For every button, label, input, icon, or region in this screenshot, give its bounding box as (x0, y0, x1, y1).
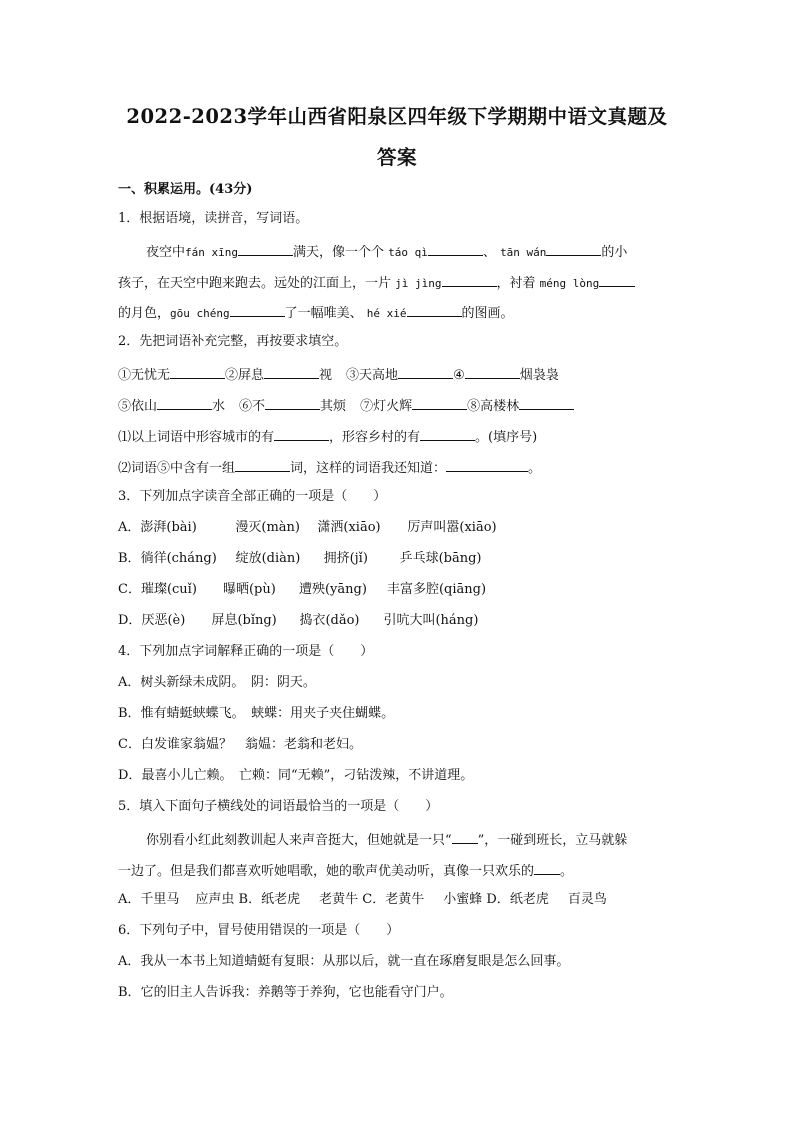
answer-blank[interactable] (446, 457, 528, 472)
q2-stem: 2．先把词语补充完整，再按要求填空。 (118, 334, 348, 349)
option-word: 老黄牛 (385, 892, 425, 907)
answer-blank[interactable] (412, 395, 467, 410)
option-item: 绽放(diàn) (235, 551, 301, 566)
answer-blank[interactable] (398, 364, 453, 379)
option-label: C． (118, 737, 141, 752)
option-label: A． (118, 892, 141, 907)
q6-stem: 6．下列句子中，冒号使用错误的一项是（ ） (118, 923, 400, 938)
answer-blank[interactable] (157, 395, 212, 410)
option-label: A． (118, 675, 141, 690)
text: ，形容乡村的有 (329, 430, 421, 445)
option-word: 纸老虎 (261, 892, 301, 907)
q5-option-c[interactable] (362, 892, 482, 907)
option-item: 捣衣(dǎo) (299, 613, 360, 628)
option-text: 最喜小儿亡赖。 亡赖：同“无赖”，刁钻泼辣，不讲道理。 (141, 768, 474, 783)
answer-blank[interactable] (238, 241, 293, 256)
option-item: 徜徉(cháng) (140, 551, 217, 566)
text: ⑧高楼林 (467, 399, 520, 414)
option-item: 璀璨(cuǐ) (140, 582, 197, 597)
q5-passage-line-2 (118, 860, 573, 881)
option-label: A． (118, 954, 141, 969)
answer-blank[interactable] (442, 272, 497, 287)
q3-option-b[interactable] (118, 550, 481, 568)
answer-blank[interactable] (264, 364, 319, 379)
text: 。(填序号) (475, 430, 538, 445)
q5-stem: 5．填入下面句子横线处的词语最恰当的一项是（ ） (118, 799, 439, 814)
text: 夜空中 (146, 245, 186, 260)
option-item: 拥挤(jǐ) (323, 551, 368, 566)
option-word: 百灵鸟 (567, 892, 607, 907)
q3-option-a[interactable] (118, 519, 497, 537)
option-label: B． (118, 706, 141, 721)
option-label: C． (362, 892, 386, 907)
q5-options (118, 891, 607, 909)
pinyin: tān wán (500, 246, 547, 259)
text: 的月色， (118, 306, 171, 321)
text: ⑴以上词语中形容城市的有 (118, 430, 275, 445)
text: 你别看小红此刻教训起人来声音挺大，但她就是一只“ (146, 833, 452, 848)
q5-option-b[interactable] (239, 892, 359, 907)
section-heading: 一、积累运用。(43分) (118, 182, 253, 197)
text: 满天，像一个个 (293, 245, 385, 260)
text: 的图画。 (461, 306, 514, 321)
answer-blank[interactable] (465, 364, 520, 379)
option-text: 树头新绿未成阴。 阴：阴天。 (140, 675, 316, 690)
option-item: 厌恶(è) (141, 613, 186, 628)
answer-blank[interactable] (452, 829, 478, 844)
q4-stem: 4．下列加点字词解释正确的一项是（ ） (118, 644, 374, 659)
answer-blank[interactable] (599, 272, 635, 287)
text: ⑥不 (239, 399, 266, 414)
option-word: 千里马 (140, 892, 180, 907)
option-label: A． (118, 520, 141, 535)
answer-blank[interactable] (546, 241, 601, 256)
answer-blank[interactable] (534, 860, 560, 875)
q3-option-d[interactable] (118, 612, 478, 630)
option-text: 它的旧主人告诉我：养鹅等于养狗，它也能看守门户。 (140, 985, 453, 1000)
option-item: 厉声叫嚣(xiāo) (407, 520, 497, 535)
option-label: B． (118, 985, 141, 1000)
text: ③天高地 (346, 368, 399, 383)
text: ④ (453, 368, 465, 383)
option-label: B． (118, 551, 141, 566)
text: 一边了。但是我们都喜欢听她唱歌，她的歌声优美动听，真像一只欢乐的 (118, 864, 535, 879)
option-label: C． (118, 582, 141, 597)
option-item: 澎湃(bài) (140, 520, 197, 535)
option-word: 老黄牛 (319, 892, 359, 907)
option-item: 引吭大叫(háng) (383, 613, 479, 628)
option-item: 屏息(bǐng) (211, 613, 277, 628)
q1-line-1 (146, 241, 627, 262)
q6-option-b[interactable] (118, 984, 453, 1002)
text: 孩子，在天空中跑来跑去。远处的江面上，一片 (118, 276, 392, 291)
q5-option-a[interactable] (118, 892, 234, 907)
option-label: D． (118, 613, 142, 628)
option-label: B． (238, 892, 262, 907)
text: ⑵词语⑤中含有一组 (118, 461, 236, 476)
text: 的小 (601, 245, 628, 260)
text: ⑤依山 (118, 399, 158, 414)
q2-items-row-1 (118, 364, 559, 385)
q5-passage-line-1 (146, 829, 627, 850)
text: 。 (528, 461, 542, 476)
text: 、 (482, 245, 496, 260)
option-item: 潇洒(xiāo) (317, 520, 381, 535)
option-item: 曝晒(pù) (222, 582, 276, 597)
q3-option-c[interactable] (118, 581, 486, 599)
text: 视 (319, 368, 333, 383)
answer-blank[interactable] (420, 426, 475, 441)
text: ，衬着 (496, 276, 536, 291)
text: 其烦 (320, 399, 347, 414)
answer-blank[interactable] (230, 302, 285, 317)
answer-blank[interactable] (170, 364, 225, 379)
option-text: 我从一本书上知道蜻蜓有复眼：从那以后，就一直在琢磨复眼是怎么回事。 (140, 954, 570, 969)
q2-sub-2 (118, 457, 541, 478)
q1-line-3 (118, 302, 514, 323)
text: 了一幅唯美、 (284, 306, 363, 321)
answer-blank[interactable] (274, 426, 329, 441)
pinyin: jì jìng (395, 277, 442, 290)
q5-option-d[interactable] (486, 892, 606, 907)
option-label: D． (486, 892, 510, 907)
q3-stem: 3．下列加点字读音全部正确的一项是（ ） (118, 489, 387, 504)
option-text: 白发谁家翁媪？ 翁媪：老翁和老妇。 (140, 737, 362, 752)
option-word: 应声虫 (195, 892, 235, 907)
pinyin: hé xié (366, 307, 407, 320)
q2-sub-1 (118, 426, 537, 447)
pinyin: táo qì (388, 246, 428, 259)
q4-option-a[interactable] (118, 674, 316, 692)
q1-stem: 1．根据语境，读拼音，写词语。 (118, 211, 309, 226)
answer-blank[interactable] (519, 395, 574, 410)
answer-blank[interactable] (265, 395, 320, 410)
text: ①无忧无 (118, 368, 171, 383)
text: 烟袅袅 (519, 368, 559, 383)
pinyin: gōu chéng (170, 307, 230, 320)
option-word: 小蜜蜂 (443, 892, 483, 907)
q4-option-d[interactable] (118, 767, 473, 785)
option-item: 丰富多腔(qiāng) (386, 582, 487, 597)
text: ②屏息 (225, 368, 265, 383)
option-item: 漫灭(màn) (235, 520, 300, 535)
text: 水 (212, 399, 226, 414)
text: 。 (560, 864, 574, 879)
q6-option-a[interactable] (118, 953, 569, 971)
q4-option-b[interactable] (118, 705, 394, 723)
text: ”，一碰到班长，立马就躲 (477, 833, 628, 848)
answer-blank[interactable] (428, 241, 483, 256)
answer-blank[interactable] (235, 457, 290, 472)
option-label: D． (118, 768, 142, 783)
q2-items-row-2 (118, 395, 574, 416)
q1-line-2 (118, 272, 635, 293)
option-text: 惟有蜻蜓蛱蝶飞。 蛱蝶：用夹子夹住蝴蝶。 (140, 706, 395, 721)
option-word: 纸老虎 (509, 892, 549, 907)
document-title-line-1: 2022-2023学年山西省阳泉区四年级下学期期中语文真题及 (126, 105, 668, 128)
text: ⑦灯火辉 (360, 399, 413, 414)
option-item: 遭殃(yāng) (298, 582, 367, 597)
answer-blank[interactable] (407, 302, 462, 317)
pinyin: fán xīng (185, 246, 238, 259)
text: 词，这样的词语我还知道： (290, 461, 447, 476)
q4-option-c[interactable] (118, 736, 362, 754)
document-title-line-2: 答案 (376, 146, 417, 169)
pinyin: méng lòng (539, 277, 600, 290)
option-item: 乒乓球(bāng) (399, 551, 482, 566)
